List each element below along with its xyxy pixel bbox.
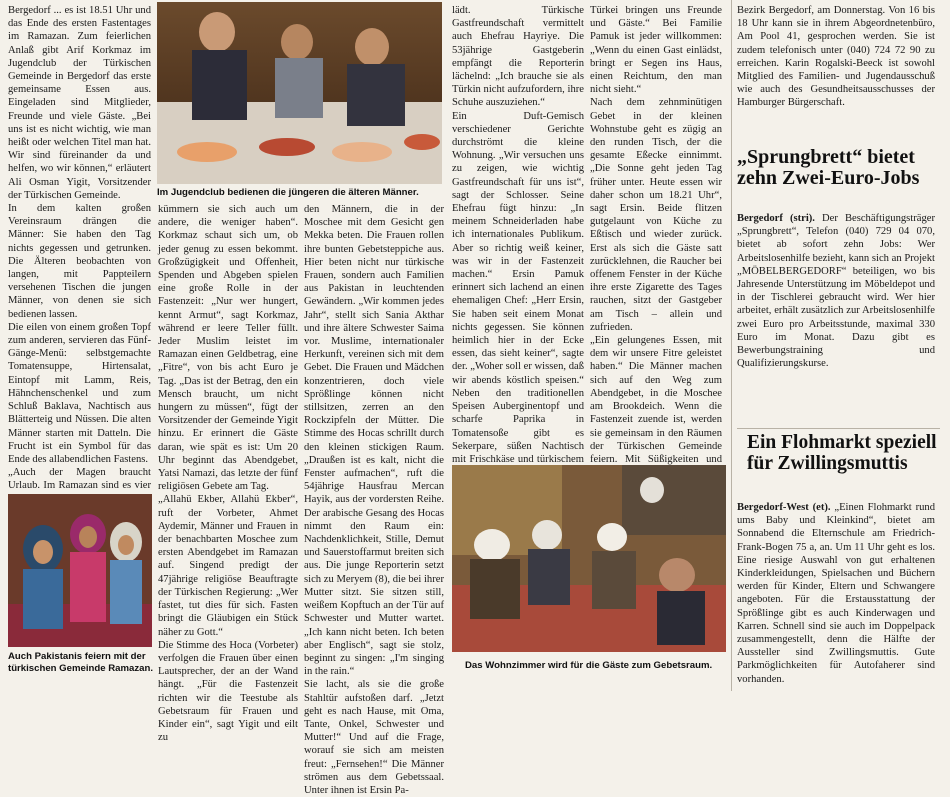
article-column-5 [590, 4, 722, 465]
sidebar-brief-3-text: „Einen Flohmarkt rund ums Baby und Kleinkind“, bietet am Sonnabend die Elternschule am Friedrich-Frank-Bogen 75 a, an. Um 11 Uhr geht es los. Eine riesige Auswahl von gut erhaltenen Kinderkleidungen, Spielsachen und Büchern werden für Kinder, Eltern und Schwangere angeboten. Für die Erstausstattung der Sprößlinge gibt es auch Kinderwagen und Karren. Schnell sind sie auch im Doppelpack zusammengestellt, denn die Hälfte der Aussteller sind Zwillingsmuttis. Gute Parkmöglichkeiten für Autofaherer sind vorhanden. [737, 502, 936, 685]
photo-wohnzimmer [452, 465, 726, 652]
headline-flohmarkt: Ein Flohmarkt speziell für Zwillingsmuttis [747, 432, 937, 474]
article-column-1 [8, 4, 151, 492]
photo-pakistanis-image [8, 494, 152, 647]
article-column-4 [452, 4, 584, 465]
article-column-3 [304, 203, 444, 796]
sidebar-brief-3 [737, 501, 935, 687]
article-text-col1: Bergedorf ... es ist 18.51 Uhr und das Ende des ersten Fastentages im Ramazan. Zum feierlichen Anlaß gibt Arif Korkmaz im Jugendclub der Türkischen Gemeinde in Bergedorf das erste gemeinsame Essen aus. Eingeladen sind Mitglieder, Freunde und viele Gäste. „Bei uns ist es nicht wichtig, wie man heißt oder welchen Titel man hat. Wir sind füreinander da und helfen, wo wir können,“ erläutert Ali Osman Yigit, Vorsitzender der Türkischen Gemeinde. In dem kalten großen Vereinsraum drängen die Männer: Sie haben den Tag nichts gegessen und getrunken. Die Älteren beobachten von langen, mit Pappteilern versehenen Tischen die jungen Männer, von denen sie sich bedienen lassen. Die eilen von einem großen Topf zum anderen, servieren das Fünf-Gänge-Menü: selbstgemachte Tomatensuppe, Hirtensalat, Eintopf mit Lamm, Reis, Hähnchenschenkel und zum Schluß Baklava, Nachtisch aus Blätterteig und Nüssen. Die alten Männer starten mit Datteln. Die Frucht ist ein Symbol für das Ende des allabendlichen Fastens. „Auch der Magen braucht Urlaub. Im Ramazan sind es vier [8, 5, 151, 492]
headline-sprungbrett: „Sprungbrett“ bietet zehn Zwei-Euro-Jobs [737, 146, 920, 189]
article-text-col4: lädt. Türkische Gastfreundschaft vermittelt auch Ehefrau Hayriye. Die 53jährige Gastgeberin empfängt die Reporterin lächelnd: „Ich brauche sie als Türkin nicht aufzufordern, ihre Schuhe auszuziehen.“ Ein Duft-Gemisch verschiedener Gerichte durchströmt die kleine Wohnung. „Wir versuchen uns zu zeigen, wie wichtig Gastfreundschaft für uns ist“, sagt der Schlosser. Seine Ehefrau fügt hinzu: „In meinem Schneiderladen habe ich internationales Publikum. Aber so richtig weiß keiner, was wir in der Fastenzeit machen.“ Ersin Pamuk erinnert sich lachend an einen ehemaligen Chef: „Herr Ersin, Sie haben seit einem Monat nichts gegessen. Sie können heimlich hier in der Ecke essen, das sieht keiner“, sagte der. „Woher soll er wissen, daß wir abends köstlich speisen.“ Neben den traditionellen Speisen Auberginentopf und scharfe Paprika in Tomatensoße gibt es Sekerpare, süßen Nachtisch mit Frischkäse und türkischem [452, 5, 584, 465]
photo-jugendclub-image [157, 2, 442, 184]
column-divider [731, 0, 732, 691]
sidebar-brief-1-text: Bezirk Bergedorf, am Donnerstag. Von 16 bis 18 Uhr kann sie in ihrem Abgeordnetenbüro, Am Pool 41, gesprochen werden. Sie ist zudem telefonisch unter (040) 724 72 90 zu erreichen. Karin Rogalski-Beeck ist sowohl Mitglied des Familien- und Jugendausschuß wie auch des Gesundheitsausschusses der Hamburger Bürgerschaft. [737, 5, 935, 109]
caption-top-photo: Im Jugendclub bedienen die jüngeren die älteren Männer. [157, 187, 419, 198]
article-column-2 [158, 203, 298, 744]
sidebar-brief-3-dateline: Bergedorf-West (et). [737, 502, 831, 513]
sidebar-brief-2 [737, 212, 935, 422]
caption-left-photo: Auch Pakistanis feiern mit der türkischen Gemeinde Ramazan. [8, 651, 154, 674]
sidebar-brief-2-text: Der Beschäftigungsträger „Sprungbrett“, Telefon (040) 729 04 070, bietet ab sofort zehn Jobs: Wer Arbeitslosenhilfe bezieht, kann sich an Projekt „MÖBELBERGEDORF“ beteiligen, wo bis Jahresende Unterstützung im Möbeldepot und in der Tischlerei gebraucht wird. Wer hier arbeitet, erhält zusätzlich zur Arbeitslosenhilfe zwei Euro pro Arbeitsstunde, maximal 330 Euro im Monat. Dazu gibt es Bewerbungstraining und Qualifizierungskurse. [737, 213, 935, 370]
photo-wohnzimmer-image [452, 465, 726, 652]
article-text-col5: Türkei bringen uns Freunde und Gäste.“ Bei Familie Pamuk ist jeder willkommen: „Wenn du einen Gast einlädst, bringt er Segen ins Haus, einen Reichtum, den man nicht sieht.“ Nach dem zehnminütigen Gebet in der kleinen Wohnstube geht es zügig an den runden Tisch, der die gesamte Eßecke einnimmt. „Die Sonne geht jeden Tag früher unter. Heute essen wir daher schon um 18.21 Uhr“, sagt Ersin. Beide flitzen gutgelaunt von Küche zu Eßtisch und wieder zurück. Erst als sich die Gäste satt zurücklehnen, die Raucher bei offenem Fenster in der Küche ihre erste Zigarette des Tages rauchen, sitzt der Gastgeber am Tisch – allein und zufrieden. „Ein gelungenes Essen, mit dem wir unsere Fitre geleistet haben.“ Die Männer machen sich auf den Weg zum Abendgebet, in die Moschee am Brookdeich. Wenn die Fastenzeit zuende ist, werden sie gemeinsam in den Räumen der Türkischen Gemeinde feiern. Mit Süßigkeiten und [590, 5, 722, 465]
photo-jugendclub [157, 2, 442, 184]
sidebar-divider [737, 428, 940, 429]
sidebar-brief-2-dateline: Bergedorf (stri). [737, 213, 815, 224]
article-text-col3: den Männern, die in der Moschee mit dem Gesicht gen Mekka beten. Die Frauen rollen ihre bunten Gebetsteppiche aus. Hier beten nicht nur türkische Frauen, sondern auch Familien aus Pakistan in leuchtenden Gewändern. „Wir kommen jedes Jahr“, stellt sich Sania Akthar und ihre ältere Schwester Saima vor. Muslime, internationaler Herkunft, vereinen sich mit dem Gebet. Die Frauen und Mädchen konzentrieren, doch viele Sprößlinge können nicht stillsitzen, zerren an den Rockzipfeln der Mütter. Die Stimme des Hocas schrillt durch den kleinen stickigen Raum. „Draußen ist es kalt, nicht die Fenster aufmachen“, ruft die 54jährige Hausfrau Mercan Hayik, aus der vordersten Reihe. Der arabische Gesang des Hocas nimmt den Raum ein: Nachdenklichkeit, Stille, Demut und Sauerstoffarmut breiten sich aus. Die junge Reporterin setzt sich zu Meryem (8), die bei ihrer Mutter sitzt. Sie sitzen still, weißem Kopftuch an der Tür auf Schwester und Mutter wartet. „Ich kann nicht beten. Ich beten aber Englisch“, sagt sie stolz, beginnt zu singen: „I'm singing in the rain.“ Sie lacht, als sie die große Stahltür aufstoßen darf. „Jetzt geht es nach Hause, mit Oma, Tante, Onkel, Schwester und Mutter!“ Und auf die Frage, worauf sie sich am meisten freut: „Fernsehen!“ Die Männer strömen aus dem Gebetssaal. Unter ihnen ist Ersin Pa- [304, 204, 444, 796]
photo-pakistanis [8, 494, 152, 647]
caption-right-photo: Das Wohnzimmer wird für die Gäste zum Gebetsraum. [465, 660, 713, 671]
sidebar-brief-1 [737, 4, 935, 134]
article-text-col2: kümmern sie sich auch um andere, die weniger haben“. Korkmaz schaut sich um, ob jeder genug zu essen bekommt. Großzügigkeit und Offenheit, Spenden und Abgeben spielen eine große Rolle in der Fastenzeit: „Nur wer hungert, kennt Armut“, sagt Korkmaz, während er leere Teller füllt. Jeder Muslim leistet im Ramazan einen Geldbetrag, eine „Fitre“, von bis acht Euro je Tag. „Das ist der Betrag, den ein Mensch braucht, um nicht hungern zu müssen“, fügt der Vorsitzender der Gemeinde Yigit hinzu. Er erinnert die Gäste daran, wie spät es ist: Um 20 Uhr beginnt das Abendgebet, Yatsi Namazi, das letzte der fünf religiösen Gebete am Tag. „Allahü Ekber, Allahü Ekber“, ruft der Vorbeter, Ahmet Aydemir, Männer und Frauen in der benachbarten Moschee zum ersten Abendgebet im Ramazan auf. Singend predigt der 47jährige religiöse Beauftragte der Türkischen Regierung: „Wer fastet, tut dies für sich. Fasten bringt die Gläubigen ein Stück näher zu Gott.“ Die Stimme des Hoca (Vorbeter) verfolgen die Frauen über einen Lautsprecher, der an der Wand hängt. „Für die Fastenzeit richten wir die Teestube als Gebetsraum für Frauen und Kinder ein“, sagt Yigit und eilt zu [158, 204, 298, 744]
